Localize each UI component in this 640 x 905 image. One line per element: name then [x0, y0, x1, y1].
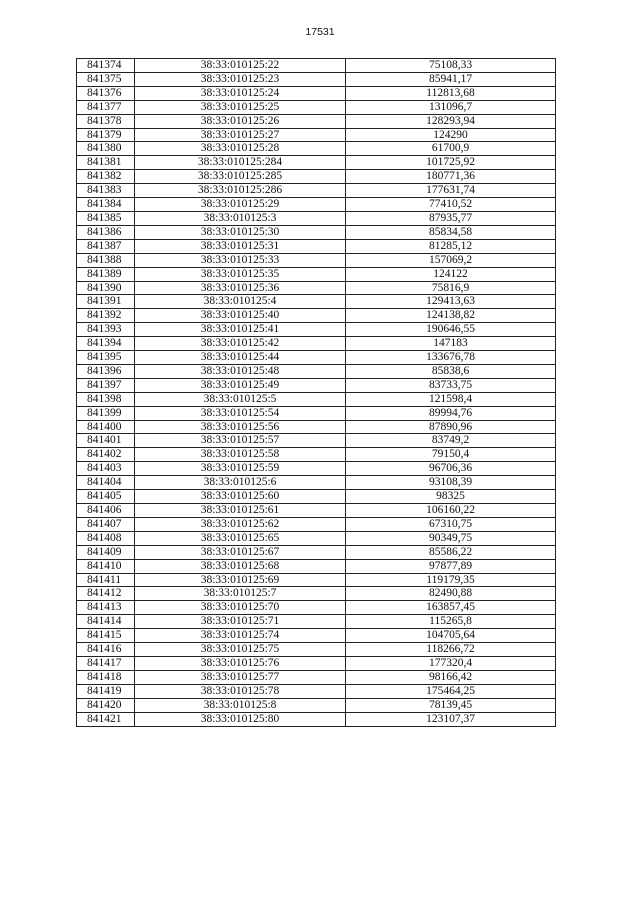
value-cell: 147183 [346, 337, 556, 351]
table-row [77, 253, 556, 267]
table-row [77, 684, 556, 698]
value-cell: 85941,17 [346, 72, 556, 86]
cadastral-number-cell: 38:33:010125:7 [135, 587, 346, 601]
record-number-cell: 841419 [77, 684, 135, 698]
table-row [77, 72, 556, 86]
record-number-cell: 841388 [77, 253, 135, 267]
value-cell: 97877,89 [346, 559, 556, 573]
table-row [77, 434, 556, 448]
table-row [77, 531, 556, 545]
table-row [77, 545, 556, 559]
value-cell: 101725,92 [346, 156, 556, 170]
cadastral-number-cell: 38:33:010125:285 [135, 170, 346, 184]
record-number-cell: 841382 [77, 170, 135, 184]
value-cell: 85838,6 [346, 364, 556, 378]
cadastral-number-cell: 38:33:010125:76 [135, 656, 346, 670]
table-row [77, 656, 556, 670]
table-row [77, 184, 556, 198]
cadastral-number-cell: 38:33:010125:8 [135, 698, 346, 712]
value-cell: 177320,4 [346, 656, 556, 670]
cadastral-number-cell: 38:33:010125:27 [135, 128, 346, 142]
record-number-cell: 841378 [77, 114, 135, 128]
cadastral-number-cell: 38:33:010125:49 [135, 378, 346, 392]
record-number-cell: 841385 [77, 211, 135, 225]
record-number-cell: 841411 [77, 573, 135, 587]
record-number-cell: 841392 [77, 309, 135, 323]
cadastral-number-cell: 38:33:010125:26 [135, 114, 346, 128]
value-cell: 128293,94 [346, 114, 556, 128]
record-number-cell: 841375 [77, 72, 135, 86]
table-row [77, 670, 556, 684]
value-cell: 79150,4 [346, 448, 556, 462]
cadastral-table-body [77, 59, 556, 727]
value-cell: 75108,33 [346, 59, 556, 73]
cadastral-number-cell: 38:33:010125:54 [135, 406, 346, 420]
record-number-cell: 841415 [77, 629, 135, 643]
cadastral-number-cell: 38:33:010125:74 [135, 629, 346, 643]
record-number-cell: 841394 [77, 337, 135, 351]
cadastral-number-cell: 38:33:010125:35 [135, 267, 346, 281]
record-number-cell: 841389 [77, 267, 135, 281]
cadastral-number-cell: 38:33:010125:33 [135, 253, 346, 267]
table-row [77, 420, 556, 434]
table-row [77, 643, 556, 657]
record-number-cell: 841421 [77, 712, 135, 726]
record-number-cell: 841413 [77, 601, 135, 615]
cadastral-number-cell: 38:33:010125:59 [135, 462, 346, 476]
cadastral-number-cell: 38:33:010125:22 [135, 59, 346, 73]
cadastral-number-cell: 38:33:010125:25 [135, 100, 346, 114]
value-cell: 90349,75 [346, 531, 556, 545]
value-cell: 89994,76 [346, 406, 556, 420]
table-row [77, 211, 556, 225]
value-cell: 118266,72 [346, 643, 556, 657]
cadastral-number-cell: 38:33:010125:3 [135, 211, 346, 225]
table-row [77, 142, 556, 156]
cadastral-number-cell: 38:33:010125:68 [135, 559, 346, 573]
value-cell: 85586,22 [346, 545, 556, 559]
record-number-cell: 841398 [77, 392, 135, 406]
page-number: 17531 [305, 26, 335, 38]
table-row [77, 198, 556, 212]
value-cell: 96706,36 [346, 462, 556, 476]
table-row [77, 295, 556, 309]
value-cell: 119179,35 [346, 573, 556, 587]
value-cell: 77410,52 [346, 198, 556, 212]
table-row [77, 59, 556, 73]
cadastral-number-cell: 38:33:010125:24 [135, 86, 346, 100]
record-number-cell: 841383 [77, 184, 135, 198]
cadastral-number-cell: 38:33:010125:284 [135, 156, 346, 170]
record-number-cell: 841377 [77, 100, 135, 114]
value-cell: 67310,75 [346, 517, 556, 531]
table-row [77, 629, 556, 643]
table-row [77, 351, 556, 365]
table-row [77, 573, 556, 587]
cadastral-number-cell: 38:33:010125:71 [135, 615, 346, 629]
table-row [77, 156, 556, 170]
record-number-cell: 841381 [77, 156, 135, 170]
table-row [77, 100, 556, 114]
table-row [77, 170, 556, 184]
table-row [77, 698, 556, 712]
cadastral-number-cell: 38:33:010125:58 [135, 448, 346, 462]
value-cell: 123107,37 [346, 712, 556, 726]
table-row [77, 587, 556, 601]
cadastral-number-cell: 38:33:010125:75 [135, 643, 346, 657]
value-cell: 190646,55 [346, 323, 556, 337]
record-number-cell: 841400 [77, 420, 135, 434]
record-number-cell: 841397 [77, 378, 135, 392]
value-cell: 83749,2 [346, 434, 556, 448]
cadastral-number-cell: 38:33:010125:4 [135, 295, 346, 309]
value-cell: 104705,64 [346, 629, 556, 643]
cadastral-number-cell: 38:33:010125:31 [135, 239, 346, 253]
table-row [77, 225, 556, 239]
table-row [77, 476, 556, 490]
cadastral-number-cell: 38:33:010125:36 [135, 281, 346, 295]
cadastral-number-cell: 38:33:010125:29 [135, 198, 346, 212]
table-row [77, 114, 556, 128]
value-cell: 115265,8 [346, 615, 556, 629]
cadastral-number-cell: 38:33:010125:78 [135, 684, 346, 698]
record-number-cell: 841376 [77, 86, 135, 100]
record-number-cell: 841386 [77, 225, 135, 239]
value-cell: 131096,7 [346, 100, 556, 114]
record-number-cell: 841409 [77, 545, 135, 559]
table-row [77, 378, 556, 392]
record-number-cell: 841405 [77, 490, 135, 504]
table-row [77, 490, 556, 504]
table-row [77, 281, 556, 295]
table-row [77, 504, 556, 518]
value-cell: 98325 [346, 490, 556, 504]
cadastral-number-cell: 38:33:010125:62 [135, 517, 346, 531]
value-cell: 78139,45 [346, 698, 556, 712]
value-cell: 75816,9 [346, 281, 556, 295]
table-row [77, 309, 556, 323]
cadastral-number-cell: 38:33:010125:5 [135, 392, 346, 406]
cadastral-number-cell: 38:33:010125:67 [135, 545, 346, 559]
record-number-cell: 841406 [77, 504, 135, 518]
record-number-cell: 841390 [77, 281, 135, 295]
record-number-cell: 841403 [77, 462, 135, 476]
value-cell: 106160,22 [346, 504, 556, 518]
table-row [77, 337, 556, 351]
value-cell: 121598,4 [346, 392, 556, 406]
record-number-cell: 841404 [77, 476, 135, 490]
record-number-cell: 841414 [77, 615, 135, 629]
cadastral-number-cell: 38:33:010125:48 [135, 364, 346, 378]
cadastral-number-cell: 38:33:010125:57 [135, 434, 346, 448]
value-cell: 85834,58 [346, 225, 556, 239]
value-cell: 177631,74 [346, 184, 556, 198]
table-row [77, 448, 556, 462]
record-number-cell: 841399 [77, 406, 135, 420]
record-number-cell: 841420 [77, 698, 135, 712]
value-cell: 81285,12 [346, 239, 556, 253]
cadastral-number-cell: 38:33:010125:65 [135, 531, 346, 545]
cadastral-number-cell: 38:33:010125:41 [135, 323, 346, 337]
cadastral-number-cell: 38:33:010125:30 [135, 225, 346, 239]
table-row [77, 712, 556, 726]
record-number-cell: 841374 [77, 59, 135, 73]
cadastral-number-cell: 38:33:010125:6 [135, 476, 346, 490]
table-row [77, 392, 556, 406]
record-number-cell: 841418 [77, 670, 135, 684]
value-cell: 124138,82 [346, 309, 556, 323]
value-cell: 61700,9 [346, 142, 556, 156]
table-row [77, 86, 556, 100]
value-cell: 180771,36 [346, 170, 556, 184]
value-cell: 175464,25 [346, 684, 556, 698]
record-number-cell: 841396 [77, 364, 135, 378]
value-cell: 87935,77 [346, 211, 556, 225]
record-number-cell: 841393 [77, 323, 135, 337]
value-cell: 112813,68 [346, 86, 556, 100]
cadastral-number-cell: 38:33:010125:61 [135, 504, 346, 518]
cadastral-table [76, 58, 556, 727]
cadastral-number-cell: 38:33:010125:23 [135, 72, 346, 86]
record-number-cell: 841379 [77, 128, 135, 142]
table-row [77, 239, 556, 253]
value-cell: 133676,78 [346, 351, 556, 365]
record-number-cell: 841401 [77, 434, 135, 448]
value-cell: 157069,2 [346, 253, 556, 267]
table-row [77, 601, 556, 615]
value-cell: 163857,45 [346, 601, 556, 615]
record-number-cell: 841395 [77, 351, 135, 365]
record-number-cell: 841412 [77, 587, 135, 601]
value-cell: 98166,42 [346, 670, 556, 684]
record-number-cell: 841417 [77, 656, 135, 670]
table-row [77, 559, 556, 573]
value-cell: 93108,39 [346, 476, 556, 490]
record-number-cell: 841384 [77, 198, 135, 212]
record-number-cell: 841387 [77, 239, 135, 253]
cadastral-number-cell: 38:33:010125:80 [135, 712, 346, 726]
value-cell: 124122 [346, 267, 556, 281]
table-row [77, 128, 556, 142]
table-row [77, 267, 556, 281]
cadastral-number-cell: 38:33:010125:44 [135, 351, 346, 365]
table-row [77, 323, 556, 337]
cadastral-number-cell: 38:33:010125:77 [135, 670, 346, 684]
record-number-cell: 841380 [77, 142, 135, 156]
table-row [77, 615, 556, 629]
record-number-cell: 841391 [77, 295, 135, 309]
record-number-cell: 841408 [77, 531, 135, 545]
cadastral-number-cell: 38:33:010125:42 [135, 337, 346, 351]
cadastral-number-cell: 38:33:010125:286 [135, 184, 346, 198]
record-number-cell: 841402 [77, 448, 135, 462]
value-cell: 87890,96 [346, 420, 556, 434]
cadastral-number-cell: 38:33:010125:40 [135, 309, 346, 323]
table-row [77, 364, 556, 378]
table-row [77, 406, 556, 420]
value-cell: 82490,88 [346, 587, 556, 601]
table-row [77, 517, 556, 531]
record-number-cell: 841410 [77, 559, 135, 573]
cadastral-number-cell: 38:33:010125:28 [135, 142, 346, 156]
cadastral-number-cell: 38:33:010125:70 [135, 601, 346, 615]
table-row [77, 462, 556, 476]
cadastral-number-cell: 38:33:010125:56 [135, 420, 346, 434]
cadastral-number-cell: 38:33:010125:69 [135, 573, 346, 587]
value-cell: 129413,63 [346, 295, 556, 309]
value-cell: 124290 [346, 128, 556, 142]
value-cell: 83733,75 [346, 378, 556, 392]
record-number-cell: 841407 [77, 517, 135, 531]
record-number-cell: 841416 [77, 643, 135, 657]
cadastral-number-cell: 38:33:010125:60 [135, 490, 346, 504]
